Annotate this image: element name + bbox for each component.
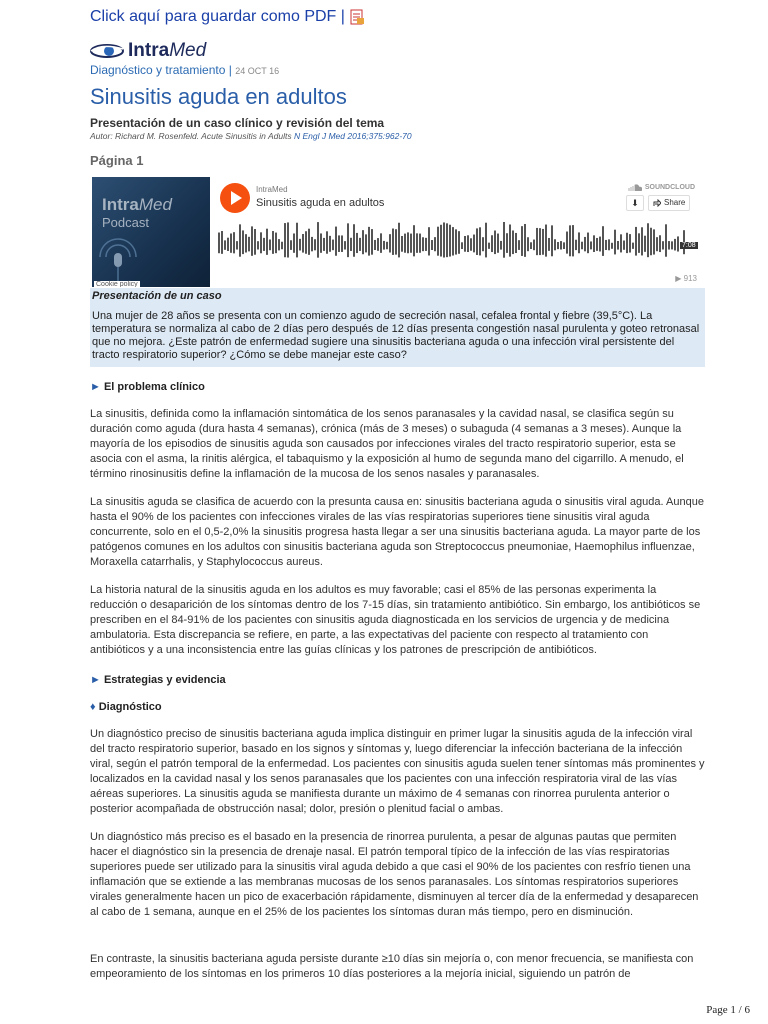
waveform-bar bbox=[368, 227, 370, 256]
waveform-bar bbox=[614, 230, 616, 255]
waveform-bar bbox=[527, 237, 529, 251]
waveform-bar bbox=[647, 223, 649, 257]
waveform-bar bbox=[599, 237, 601, 252]
play-count: ▶ 913 bbox=[675, 274, 697, 283]
meta-separator: | bbox=[228, 63, 232, 77]
waveform-bar bbox=[569, 225, 571, 256]
article-date: 24 OCT 16 bbox=[235, 66, 280, 76]
waveform-bar bbox=[296, 223, 298, 258]
play-button[interactable] bbox=[220, 183, 250, 213]
waveform-bar bbox=[467, 235, 469, 252]
waveform-bar bbox=[608, 239, 610, 250]
waveform-bar bbox=[602, 226, 604, 256]
waveform-bar bbox=[554, 239, 556, 250]
waveform-bar bbox=[335, 227, 337, 256]
waveform-bar bbox=[341, 235, 343, 252]
waveform-bar bbox=[293, 233, 295, 252]
waveform-bar bbox=[671, 241, 673, 249]
waveform-bar bbox=[659, 235, 661, 252]
eye-logo-icon bbox=[90, 43, 124, 59]
cover-title: IntraMed bbox=[102, 195, 172, 214]
waveform-bar bbox=[470, 238, 472, 250]
waveform-bar bbox=[275, 233, 277, 254]
waveform-bar bbox=[668, 241, 670, 249]
waveform-bar bbox=[632, 243, 634, 249]
waveform-bar bbox=[248, 237, 250, 252]
waveform-bar bbox=[566, 232, 568, 254]
waveform-bar bbox=[446, 223, 448, 257]
waveform-bar bbox=[674, 239, 676, 251]
paragraph: Un diagnóstico preciso de sinusitis bacteriana aguda implica distinguir en primer lugar la sinusitis aguda de la infección viral del tracto respiratorio superior, basado en los signos y síntomas y, luego diferenciar la infección bacteriana de la infección viral, según el patrón temporal de la enfermedad. Los pacientes con sinusitis aguda suelen tener síntomas más prominentes y localizados en la cavidad nasal y los senos paranasales que los pacientes con una infección respiratoria viral de las vías aéreas superiores. La sinusitis aguda se manifiesta durante un máximo de 4 semanas con rinorrea purulenta anterior o posterior acompañada de obstrucción nasal; dolor, presión o plenitud facial o ambas. bbox=[90, 728, 705, 815]
waveform-bar bbox=[329, 236, 331, 252]
waveform-bar bbox=[440, 225, 442, 257]
waveform-bar bbox=[371, 229, 373, 255]
waveform-bar bbox=[353, 224, 355, 257]
waveform-bar bbox=[461, 242, 463, 249]
waveform-bar bbox=[545, 225, 547, 257]
waveform-bar bbox=[641, 227, 643, 255]
waveform-bar bbox=[578, 232, 580, 253]
waveform-bar bbox=[410, 234, 412, 253]
waveform-bar bbox=[518, 240, 520, 250]
waveform-bar bbox=[305, 231, 307, 254]
waveform-bar bbox=[254, 229, 256, 255]
waveform-bar bbox=[287, 222, 289, 257]
waveform-bar bbox=[413, 225, 415, 256]
article-meta bbox=[90, 63, 279, 77]
diamond-icon: ♦ bbox=[90, 701, 96, 713]
waveform-bar bbox=[653, 229, 655, 254]
waveform-bar bbox=[218, 233, 220, 254]
waveform-bar bbox=[428, 227, 430, 255]
waveform-bar bbox=[497, 234, 499, 253]
waveform-bar bbox=[377, 238, 379, 251]
waveform-bar bbox=[536, 228, 538, 255]
waveform-bar bbox=[485, 223, 487, 258]
waveform-bar bbox=[323, 238, 325, 251]
arrow-icon: ► bbox=[90, 674, 101, 686]
waveform-bar bbox=[443, 222, 445, 257]
waveform-bar bbox=[422, 237, 424, 251]
intramed-logo[interactable] bbox=[90, 40, 206, 62]
waveform-bar bbox=[236, 241, 238, 249]
waveform-bar bbox=[479, 227, 481, 255]
waveform-bar bbox=[314, 239, 316, 250]
waveform-bar bbox=[662, 241, 664, 249]
waveform-bar bbox=[284, 223, 286, 257]
waveform-bar bbox=[488, 243, 490, 249]
section-heading-problem: ► El problema clínico bbox=[90, 381, 205, 393]
waveform-bar bbox=[575, 240, 577, 250]
waveform-bar bbox=[332, 240, 334, 251]
waveform-bar bbox=[542, 229, 544, 255]
waveform-bar bbox=[590, 241, 592, 249]
save-pdf-link[interactable] bbox=[90, 8, 365, 26]
waveform-bar bbox=[251, 226, 253, 255]
waveform-bar bbox=[512, 230, 514, 254]
waveform-bar bbox=[407, 232, 409, 253]
track-title[interactable]: Sinusitis aguda en adultos bbox=[256, 197, 385, 209]
section-heading-strategies: ► Estrategias y evidencia bbox=[90, 674, 226, 686]
download-icon: ⬇ bbox=[631, 198, 639, 208]
waveform-bar bbox=[650, 228, 652, 256]
waveform-bar bbox=[347, 223, 349, 257]
waveform-bar bbox=[584, 237, 586, 251]
waveform-bar bbox=[299, 239, 301, 251]
waveform-bar bbox=[656, 237, 658, 251]
waveform-bar bbox=[560, 241, 562, 249]
author-text: Autor: Richard M. Rosenfeld. Acute Sinusitis in Adults bbox=[90, 131, 292, 141]
waveform-bar bbox=[638, 233, 640, 253]
logo-text: IntraMed bbox=[128, 40, 207, 61]
waveform-bar bbox=[530, 242, 532, 249]
waveform-bar bbox=[473, 235, 475, 253]
paragraph: Un diagnóstico más preciso es el basado en la presencia de rinorrea purulenta, a pesar de algunas pautas que permiten hacer el diagnóstico sin la presencia de drenaje nasal. El patrón temporal típico de la infección de las vías respiratorias superiores puede ser utilizado para la sinusitis viral aguda debido a que casi el 90% de los pacientes con resfrío tienen una inflamación que se extiende a las membranas mucosas de los senos paranasales. Los síntomas respiratorios superiores virales generalmente hacen un pico de exacerbación rápidamente, disminuyen al tercer día de la enfermedad y desaparecen al cabo de 1 semana, aunque en el 25% de los pacientes los síntomas duran más tiempo, pero en disminución. bbox=[90, 831, 699, 918]
waveform-bar bbox=[239, 224, 241, 256]
waveform-bar bbox=[338, 235, 340, 252]
waveform-bar bbox=[524, 224, 526, 257]
download-button[interactable] bbox=[626, 195, 644, 211]
waveform-bar bbox=[263, 238, 265, 251]
waveform-bar bbox=[230, 233, 232, 252]
waveform-bar bbox=[374, 240, 376, 250]
waveform-bar bbox=[401, 236, 403, 252]
waveform[interactable] bbox=[218, 221, 688, 265]
waveform-bar bbox=[326, 231, 328, 253]
soundcloud-player bbox=[90, 175, 705, 288]
waveform-bar bbox=[233, 232, 235, 253]
page-number: Page 1 / 6 bbox=[706, 1004, 750, 1016]
waveform-bar bbox=[464, 236, 466, 252]
waveform-bar bbox=[257, 241, 259, 249]
waveform-bar bbox=[596, 238, 598, 251]
share-icon bbox=[653, 199, 661, 207]
waveform-bar bbox=[278, 239, 280, 250]
waveform-bar bbox=[563, 242, 565, 249]
waveform-bar bbox=[425, 238, 427, 251]
waveform-bar bbox=[227, 238, 229, 251]
waveform-bar bbox=[308, 229, 310, 255]
waveform-bar bbox=[551, 225, 553, 256]
waveform-bar bbox=[629, 234, 631, 252]
waveform-bar bbox=[419, 234, 421, 253]
pdf-icon[interactable] bbox=[349, 9, 365, 25]
share-button[interactable]: Share bbox=[648, 195, 690, 211]
waveform-bar bbox=[626, 233, 628, 253]
case-presentation-box bbox=[90, 288, 705, 367]
waveform-bar bbox=[677, 236, 679, 251]
waveform-bar bbox=[350, 238, 352, 251]
save-pdf-label: Click aquí para guardar como PDF | bbox=[90, 8, 345, 25]
waveform-bar bbox=[587, 233, 589, 254]
waveform-bar bbox=[521, 226, 523, 256]
waveform-bar bbox=[494, 230, 496, 254]
paragraph: En contraste, la sinusitis bacteriana aguda persiste durante ≥10 días sin mejoría o, con menor frecuencia, se manifiesta con empeoramiento de los síntomas en los primeros 10 días posteriores a la mejoría inicial, siguiendo un patrón de bbox=[90, 953, 694, 980]
track-duration: 7:08 bbox=[682, 242, 696, 249]
case-heading: Presentación de un caso bbox=[92, 290, 222, 302]
waveform-bar bbox=[224, 240, 226, 249]
waveform-bar bbox=[476, 228, 478, 255]
waveform-bar bbox=[320, 233, 322, 252]
waveform-bar bbox=[290, 240, 292, 250]
waveform-bar bbox=[356, 233, 358, 253]
waveform-bar bbox=[503, 222, 505, 258]
waveform-bar bbox=[605, 240, 607, 250]
waveform-bar bbox=[434, 237, 436, 251]
waveform-bar bbox=[269, 239, 271, 250]
paragraph: La historia natural de la sinusitis aguda en los adultos es muy favorable; casi el 85% de las personas experimenta la reducción o desaparición de los síntomas dentro de los 7-15 días, sin tratamiento antibiótico. Sin embargo, los antibióticos se prescriben en el 84-91% de los pacientes con sinusitis aguda diagnosticada en los servicios de urgencia y de medicina ambulatoria. Esta discrepancia se refiere, en parte, a las expectativas del paciente con respecto al tratamiento con antibióticos y a una inconsistencia entre las guías clínicas y los patrones de prescripción de antibióticos. bbox=[90, 584, 701, 656]
track-user[interactable]: IntraMed bbox=[256, 185, 288, 194]
waveform-bar bbox=[449, 225, 451, 257]
podcast-cover[interactable] bbox=[92, 177, 210, 287]
waveform-bar bbox=[260, 232, 262, 253]
paragraph: La sinusitis, definida como la inflamación sintomática de los senos paranasales y la cavidad nasal, se clasifica según su duración como aguda (dura hasta 4 semanas), crónica (más de 3 meses) o subaguda (4 semanas a 3 meses). Aunque la mayoría de los episodios de sinusitis aguda son causados por infecciones virales del tracto respiratorio superior, esta se asocia con el asma, la rinitis alérgica, el tabaquismo y la exposición al humo de segunda mano del cigarrillo. A menudo, el término rinosinusitis define la inflamación de la mucosa de los senos nasales y paranasales. bbox=[90, 408, 684, 480]
waveform-bar bbox=[458, 231, 460, 254]
waveform-bar bbox=[644, 236, 646, 252]
waveform-bar bbox=[395, 229, 397, 254]
waveform-bar bbox=[506, 233, 508, 253]
waveform-bar bbox=[557, 242, 559, 249]
waveform-bar bbox=[548, 238, 550, 251]
waveform-bar bbox=[311, 237, 313, 251]
waveform-bar bbox=[266, 229, 268, 255]
waveform-bar bbox=[242, 230, 244, 254]
article-subtitle: Presentación de un caso clínico y revisión del tema bbox=[90, 116, 385, 130]
paragraph: La sinusitis aguda se clasifica de acuerdo con la presunta causa en: sinusitis bacteriana aguda o sinusitis viral aguda. Aunque hasta el 90% de los pacientes con infecciones virales de las vías respiratorias superiores tiene sinusitis viral aguda concurrente, solo en el 0,5-2,0% la sinusitis progresa hasta llegar a ser una sinusitis bacteriana aguda. La mayor parte de los patógenos comunes en los adultos con sinusitis bacteriana aguda son Streptococcus pneumoniae, Haemophilus influenzae, Moraxella catarrhalis, y Staphylococcus aureus. bbox=[90, 496, 704, 568]
waveform-bar bbox=[500, 241, 502, 250]
waveform-bar bbox=[620, 234, 622, 252]
waveform-bar bbox=[404, 234, 406, 253]
waveform-bar bbox=[452, 227, 454, 255]
waveform-bar bbox=[431, 240, 433, 250]
page-title: Sinusitis aguda en adultos bbox=[90, 84, 347, 109]
play-icon bbox=[220, 183, 250, 213]
microphone-icon bbox=[92, 227, 210, 287]
waveform-bar bbox=[245, 234, 247, 252]
waveform-bar bbox=[383, 241, 385, 250]
waveform-bar bbox=[317, 222, 319, 258]
waveform-bar bbox=[281, 242, 283, 250]
arrow-icon: ► bbox=[90, 381, 101, 393]
waveform-bar bbox=[572, 225, 574, 256]
waveform-bar bbox=[416, 233, 418, 253]
waveform-bar bbox=[635, 227, 637, 256]
waveform-bar bbox=[344, 241, 346, 249]
waveform-bar bbox=[665, 224, 667, 256]
cookie-policy-link[interactable]: Cookie policy bbox=[96, 281, 138, 287]
waveform-bar bbox=[581, 242, 583, 250]
waveform-bar bbox=[392, 229, 394, 255]
soundcloud-brand[interactable]: SOUNDCLOUD bbox=[628, 184, 695, 191]
waveform-bar bbox=[380, 233, 382, 253]
waveform-bar bbox=[623, 241, 625, 250]
waveform-bar bbox=[533, 240, 535, 251]
waveform-bar bbox=[272, 231, 274, 254]
waveform-bar bbox=[437, 227, 439, 256]
soundcloud-icon bbox=[628, 184, 642, 191]
section-link[interactable]: Diagnóstico y tratamiento bbox=[90, 63, 226, 77]
waveform-bar bbox=[221, 231, 223, 254]
waveform-bar bbox=[509, 224, 511, 256]
case-text: Una mujer de 28 años se presenta con un comienzo agudo de secreción nasal, cefalea frontal y fiebre (39,5°C). La temperatura se normaliza al cabo de 2 días pero después de 12 días presenta congestión nasal purulenta y goteo retronasal que no mejora. ¿Este patrón de enfermedad sugiere una sinusitis bacteriana aguda o una infección viral persistente del tracto respiratorio superior? ¿Cómo se debe manejar este caso? bbox=[92, 310, 700, 361]
waveform-bar bbox=[398, 223, 400, 258]
waveform-bar bbox=[611, 243, 613, 249]
waveform-bar bbox=[359, 238, 361, 251]
journal-reference-link[interactable]: N Engl J Med 2016;375:962-70 bbox=[293, 131, 412, 141]
waveform-bar bbox=[482, 237, 484, 251]
cover-podcast-label: Podcast bbox=[102, 215, 149, 230]
waveform-bar bbox=[455, 229, 457, 254]
waveform-bar bbox=[593, 235, 595, 252]
waveform-bar bbox=[515, 233, 517, 253]
article-author bbox=[90, 131, 412, 141]
waveform-bar bbox=[365, 234, 367, 252]
waveform-bar bbox=[617, 241, 619, 250]
waveform-bar bbox=[491, 235, 493, 252]
section-heading-diagnosis: ♦ Diagnóstico bbox=[90, 701, 162, 713]
waveform-bar bbox=[389, 234, 391, 252]
plays-icon: ▶ bbox=[675, 274, 684, 283]
waveform-bar bbox=[302, 234, 304, 253]
waveform-bar bbox=[539, 228, 541, 255]
page-label: Página 1 bbox=[90, 153, 144, 168]
waveform-bar bbox=[386, 242, 388, 249]
waveform-bar bbox=[362, 230, 364, 254]
